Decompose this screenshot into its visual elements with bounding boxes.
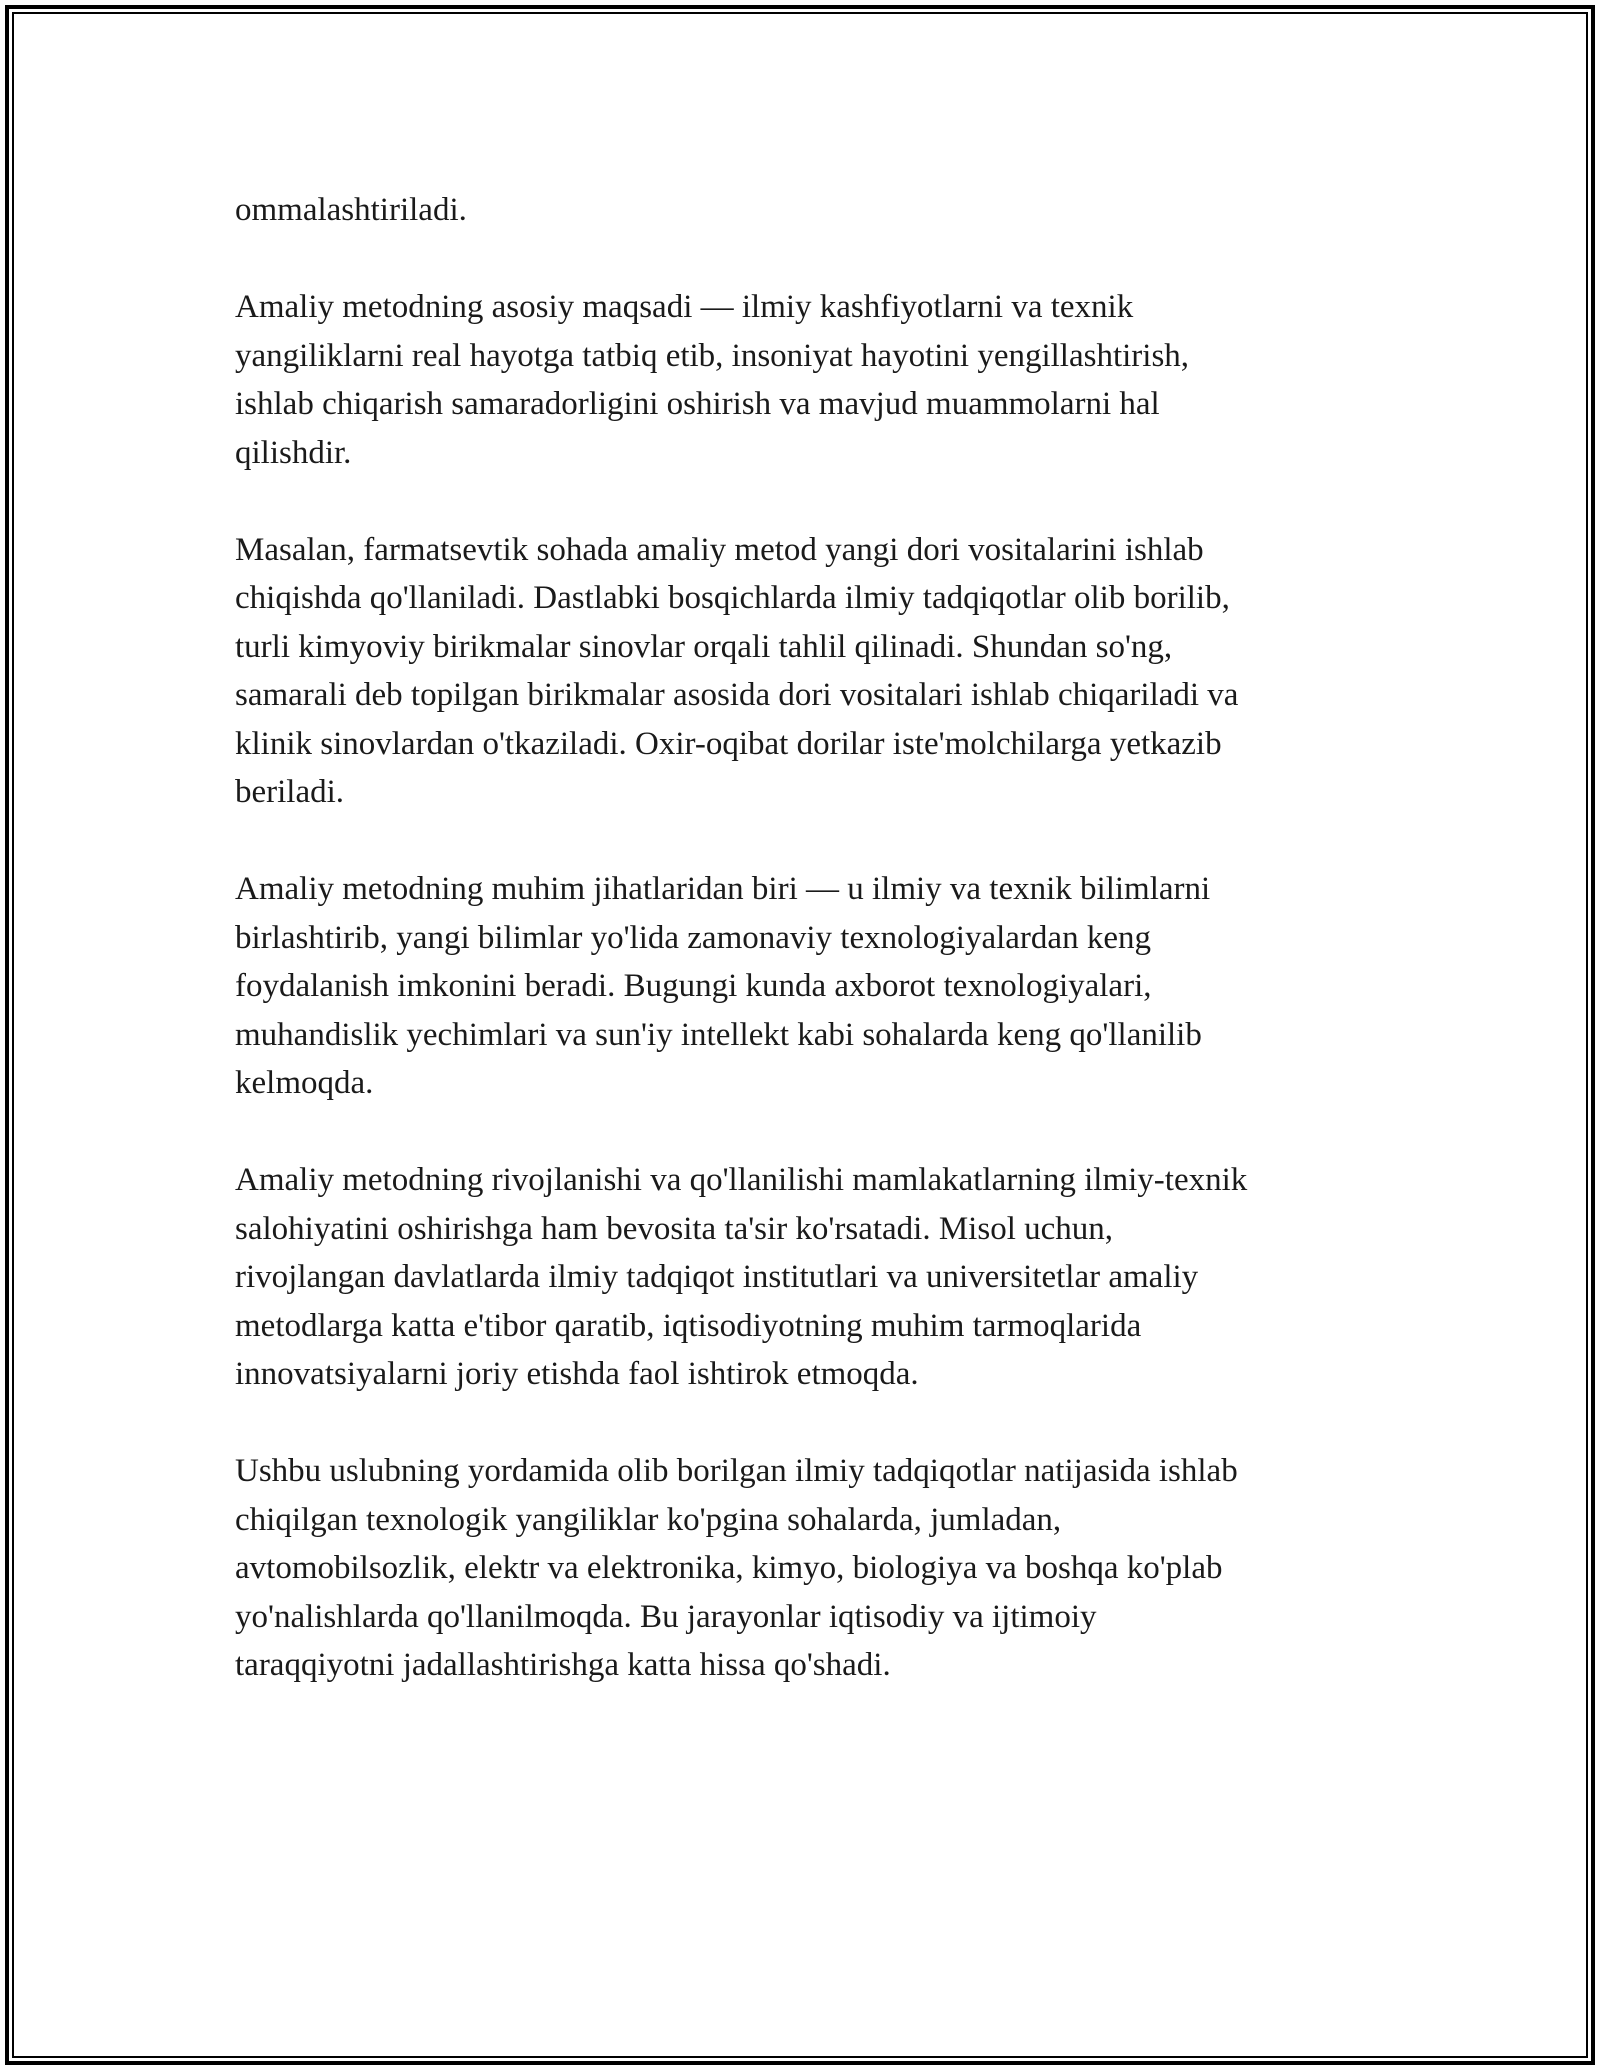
paragraph-5: Amaliy metodning rivojlanishi va qo'llanilishi mamlakatlarning ilmiy-texnik salohiyatini oshirishga ham bevosita ta'sir ko'rsatadi. Misol uchun, rivojlangan davlatlarda ilmiy tadqiqot institutlari va universitetlar amaliy metodlarga katta e'tibor qaratib, iqtisodiyotning muhim tarmoqlarida innovatsiyalarni joriy etishda faol ishtirok etmoqda. (235, 1162, 1248, 1392)
paragraph-3: Masalan, farmatsevtik sohada amaliy metod yangi dori vositalarini ishlab chiqishda qo'llaniladi. Dastlabki bosqichlarda ilmiy tadqiqotlar olib borilib, turli kimyoviy birikmalar sinovlar orqali tahlil qilinadi. Shundan so'ng, samarali deb topilgan birikmalar asosida dori vositalari ishlab chiqariladi va klinik sinovlardan o'tkaziladi. Oxir-oqibat dorilar iste'molchilarga yetkazib beriladi. (235, 531, 1239, 810)
paragraph-1: ommalashtiriladi. (235, 192, 467, 228)
paragraph-2: Amaliy metodning asosiy maqsadi — ilmiy kashfiyotlarni va texnik yangiliklarni real hayotga tatbiq etib, insoniyat hayotini yengillashtirish, ishlab chiqarish samaradorligini oshirish va mavjud muammolarni hal qilishdir. (235, 289, 1190, 471)
document-body (235, 186, 1375, 1738)
paragraph-4: Amaliy metodning muhim jihatlaridan biri — u ilmiy va texnik bilimlarni birlashtirib, yangi bilimlar yo'lida zamonaviy texnologiyalardan keng foydalanish imkonini beradi. Bugungi kunda axborot texnologiyalari, muhandislik yechimlari va sun'iy intellekt kabi sohalarda keng qo'llanilib kelmoqda. (235, 871, 1211, 1101)
paragraph-6: Ushbu uslubning yordamida olib borilgan ilmiy tadqiqotlar natijasida ishlab chiqilgan texnologik yangiliklar ko'pgina sohalarda, jumladan, avtomobilsozlik, elektr va elektronika, kimyo, biologiya va boshqa ko'plab yo'nalishlarda qo'llanilmoqda. Bu jarayonlar iqtisodiy va ijtimoiy taraqqiyotni jadallashtirishga katta hissa qo'shadi. (235, 1453, 1238, 1683)
